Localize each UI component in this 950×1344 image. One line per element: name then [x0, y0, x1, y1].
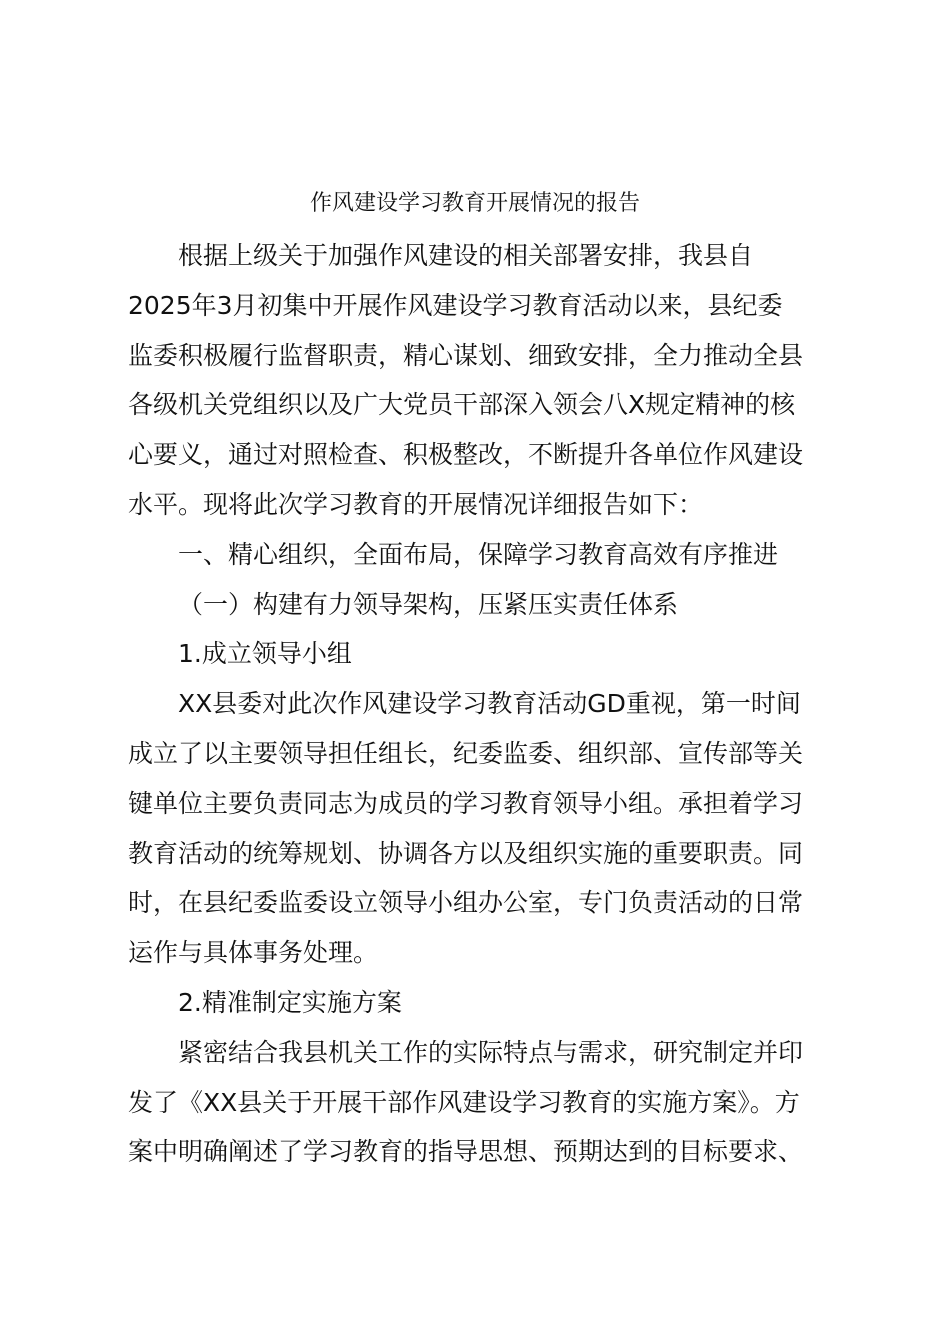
subsection-heading: （一）构建有力领导架构，压紧压实责任体系	[178, 589, 679, 619]
document-body	[128, 236, 832, 1182]
document-title: 作风建设学习教育开展情况的报告	[309, 191, 640, 216]
paragraph-line: 成立了以主要领导担任组长，纪委监委、组织部、宣传部等关	[128, 738, 804, 768]
paragraph-line: 水平。现将此次学习教育的开展情况详细报告如下：	[128, 489, 704, 519]
paragraph-line: 时，在县纪委监委设立领导小组办公室，专门负责活动的日常	[128, 888, 804, 918]
paragraph-line: 2025年3月初集中开展作风建设学习教育活动以来，县纪委	[128, 290, 783, 320]
paragraph-line: 教育活动的统筹规划、协调各方以及组织实施的重要职责。同	[128, 838, 804, 868]
section-heading: 一、精心组织，全面布局，保障学习教育高效有序推进	[178, 539, 779, 569]
paragraph-line: 监委积极履行监督职责，精心谋划、细致安排，全力推动全县	[128, 340, 804, 370]
paragraph-line: 发了《XX县关于开展干部作风建设学习教育的实施方案》。方	[128, 1087, 800, 1117]
paragraph-line: 心要义，通过对照检查、积极整改，不断提升各单位作风建设	[128, 440, 804, 470]
paragraph-line: 紧密结合我县机关工作的实际特点与需求，研究制定并印	[178, 1037, 804, 1067]
paragraph-line: 各级机关党组织以及广大党员干部深入领会八X规定精神的核	[128, 390, 796, 420]
item-heading: 1.成立领导小组	[178, 639, 352, 669]
paragraph-line: 根据上级关于加强作风建设的相关部署安排，我县自	[178, 241, 754, 270]
paragraph-line: 运作与具体事务处理。	[128, 938, 379, 968]
paragraph-line: XX县委对此次作风建设学习教育活动GD重视，第一时间	[178, 689, 801, 719]
paragraph-line: 案中明确阐述了学习教育的指导思想、预期达到的目标要求、	[128, 1137, 804, 1167]
item-heading: 2.精准制定实施方案	[178, 987, 402, 1017]
paragraph-line: 键单位主要负责同志为成员的学习教育领导小组。承担着学习	[128, 788, 804, 818]
